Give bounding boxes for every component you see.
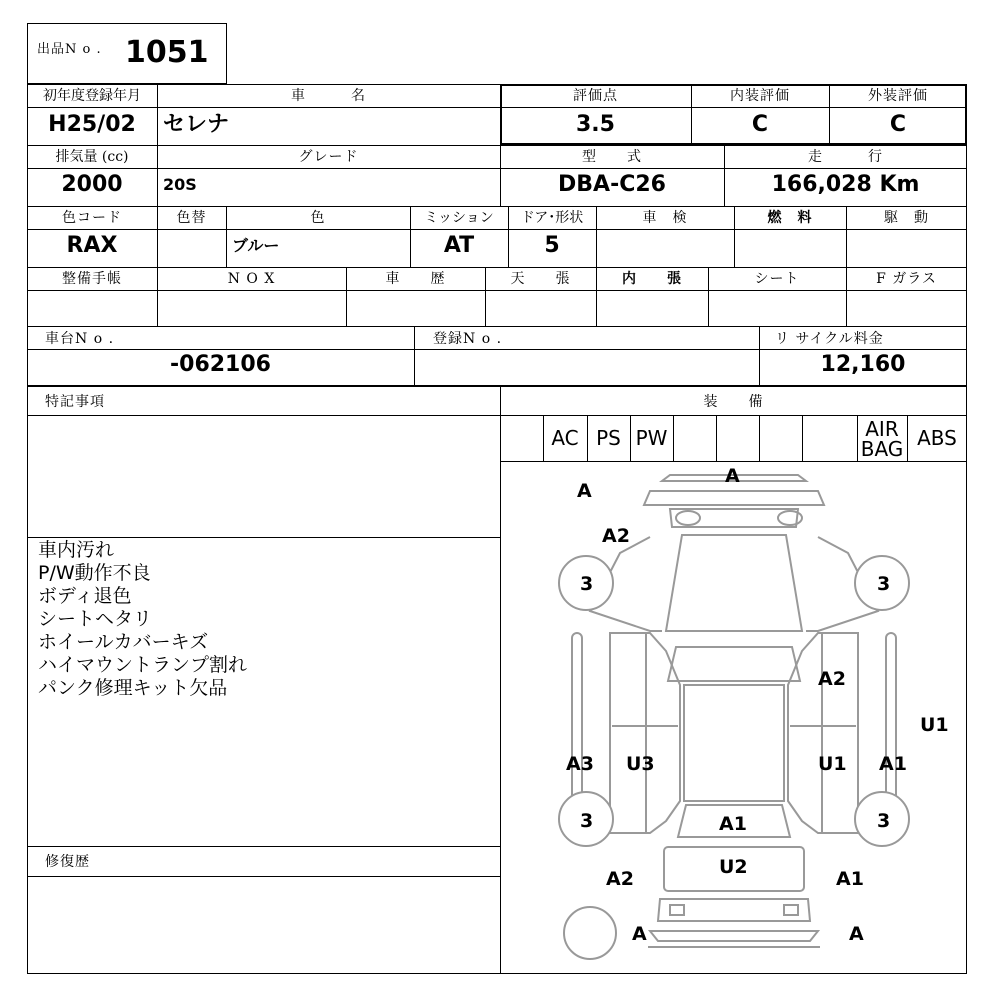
car-name-label: 車 名: [291, 88, 366, 104]
mark-wheel-fl: 3: [580, 573, 594, 595]
mark-rear-right-quarter: A1: [836, 868, 864, 890]
door-shape-value: 5: [544, 233, 560, 258]
recycle-fee-value: 12,160: [820, 352, 906, 377]
mark-left-rear-door: U3: [626, 753, 655, 775]
reg-no-label: 登録N o .: [433, 331, 503, 347]
lot-number: 1051: [125, 35, 209, 70]
car-name-value: セレナ: [163, 112, 230, 137]
lot-number-label: 出品N o .: [37, 42, 102, 57]
first-reg-value: H25/02: [48, 112, 136, 137]
mark-front-left-corner: A: [577, 480, 592, 502]
exterior-label: 外装評価: [868, 88, 928, 104]
grade-label: グレード: [298, 149, 359, 165]
mark-right-rear-door: U1: [818, 753, 847, 775]
nox-label: N O X: [227, 271, 276, 287]
transmission-value: AT: [443, 233, 475, 258]
score-label: 評価点: [573, 88, 618, 104]
mark-back-door: U2: [719, 856, 748, 878]
note-item: 車内汚れ: [38, 539, 115, 561]
spare-tire: [564, 907, 616, 959]
mileage-label: 走 行: [808, 149, 883, 165]
repair-history-label: 修復歴: [45, 854, 90, 870]
mark-right-front-door: A2: [818, 668, 846, 690]
sunroof-label: 天 張: [510, 271, 571, 287]
model-value: DBA-C26: [558, 172, 666, 197]
equip-airbag-bottom: BAG: [860, 437, 904, 461]
interior-label: 内装評価: [730, 88, 790, 104]
color-code-value: RAX: [66, 233, 118, 258]
mark-left-rocker: A3: [566, 753, 594, 775]
equip-ac: AC: [551, 426, 579, 450]
mark-wheel-fr: 3: [877, 573, 891, 595]
inspection-label: 車 検: [642, 210, 688, 226]
car-diagram: [500, 461, 967, 974]
note-item: P/W動作不良: [38, 562, 151, 584]
equip-airbag-top: AIR: [865, 417, 899, 441]
fuel-label: 燃 料: [767, 210, 813, 226]
chassis-no-label: 車台N o .: [45, 331, 115, 347]
mark-right-side-far: U1: [920, 714, 949, 736]
mark-rear-bumper-right: A: [849, 923, 864, 945]
displacement-label: 排気量 (cc): [55, 149, 129, 165]
recycle-fee-label: リ サイクル料金: [775, 331, 884, 347]
color-value: ブルー: [232, 236, 280, 255]
service-book-label: 整備手帳: [62, 271, 122, 287]
special-notes-label: 特記事項: [45, 394, 105, 410]
model-label: 型 式: [582, 149, 642, 165]
history-label: 車 歴: [385, 271, 446, 287]
equip-pw: PW: [635, 426, 668, 450]
equip-abs: ABS: [917, 426, 957, 450]
score-value: 3.5: [576, 112, 615, 137]
interior-value: C: [751, 112, 769, 137]
mark-rear-bumper-left: A: [632, 923, 647, 945]
chassis-no-value: -062106: [170, 352, 271, 377]
first-reg-label: 初年度登録年月: [43, 88, 141, 104]
equip-ps: PS: [596, 426, 621, 450]
mark-hood-left: A2: [602, 525, 630, 547]
displacement-value: 2000: [61, 172, 123, 197]
note-item: パンク修理キット欠品: [38, 677, 228, 699]
color-label: 色: [310, 210, 326, 226]
mileage-value: 166,028 Km: [771, 172, 920, 197]
note-item: ホイールカバーキズ: [38, 631, 209, 653]
mark-front-bumper: A: [725, 465, 740, 487]
equipment-label: 装 備: [703, 394, 764, 410]
exterior-value: C: [889, 112, 907, 137]
grade-value: 20S: [163, 175, 197, 194]
interior-lining-label: 内 張: [622, 271, 682, 287]
color-change-label: 色替: [176, 210, 207, 226]
drive-label: 駆 動: [884, 210, 929, 226]
seat-label: シート: [754, 271, 800, 287]
f-glass-label: F ガラス: [876, 271, 937, 287]
note-item: シートヘタリ: [38, 608, 153, 630]
mark-rear-glass: A1: [719, 813, 747, 835]
mark-rear-left-quarter: A2: [606, 868, 634, 890]
mark-wheel-rr: 3: [877, 810, 891, 832]
mark-wheel-rl: 3: [580, 810, 594, 832]
door-shape-label: ドア･形状: [520, 210, 584, 226]
color-code-label: 色コード: [62, 210, 122, 226]
note-item: ハイマウントランプ割れ: [38, 654, 248, 676]
note-item: ボディ退色: [38, 585, 132, 607]
mark-right-rocker: A1: [879, 753, 907, 775]
transmission-label: ミッション: [424, 210, 494, 226]
